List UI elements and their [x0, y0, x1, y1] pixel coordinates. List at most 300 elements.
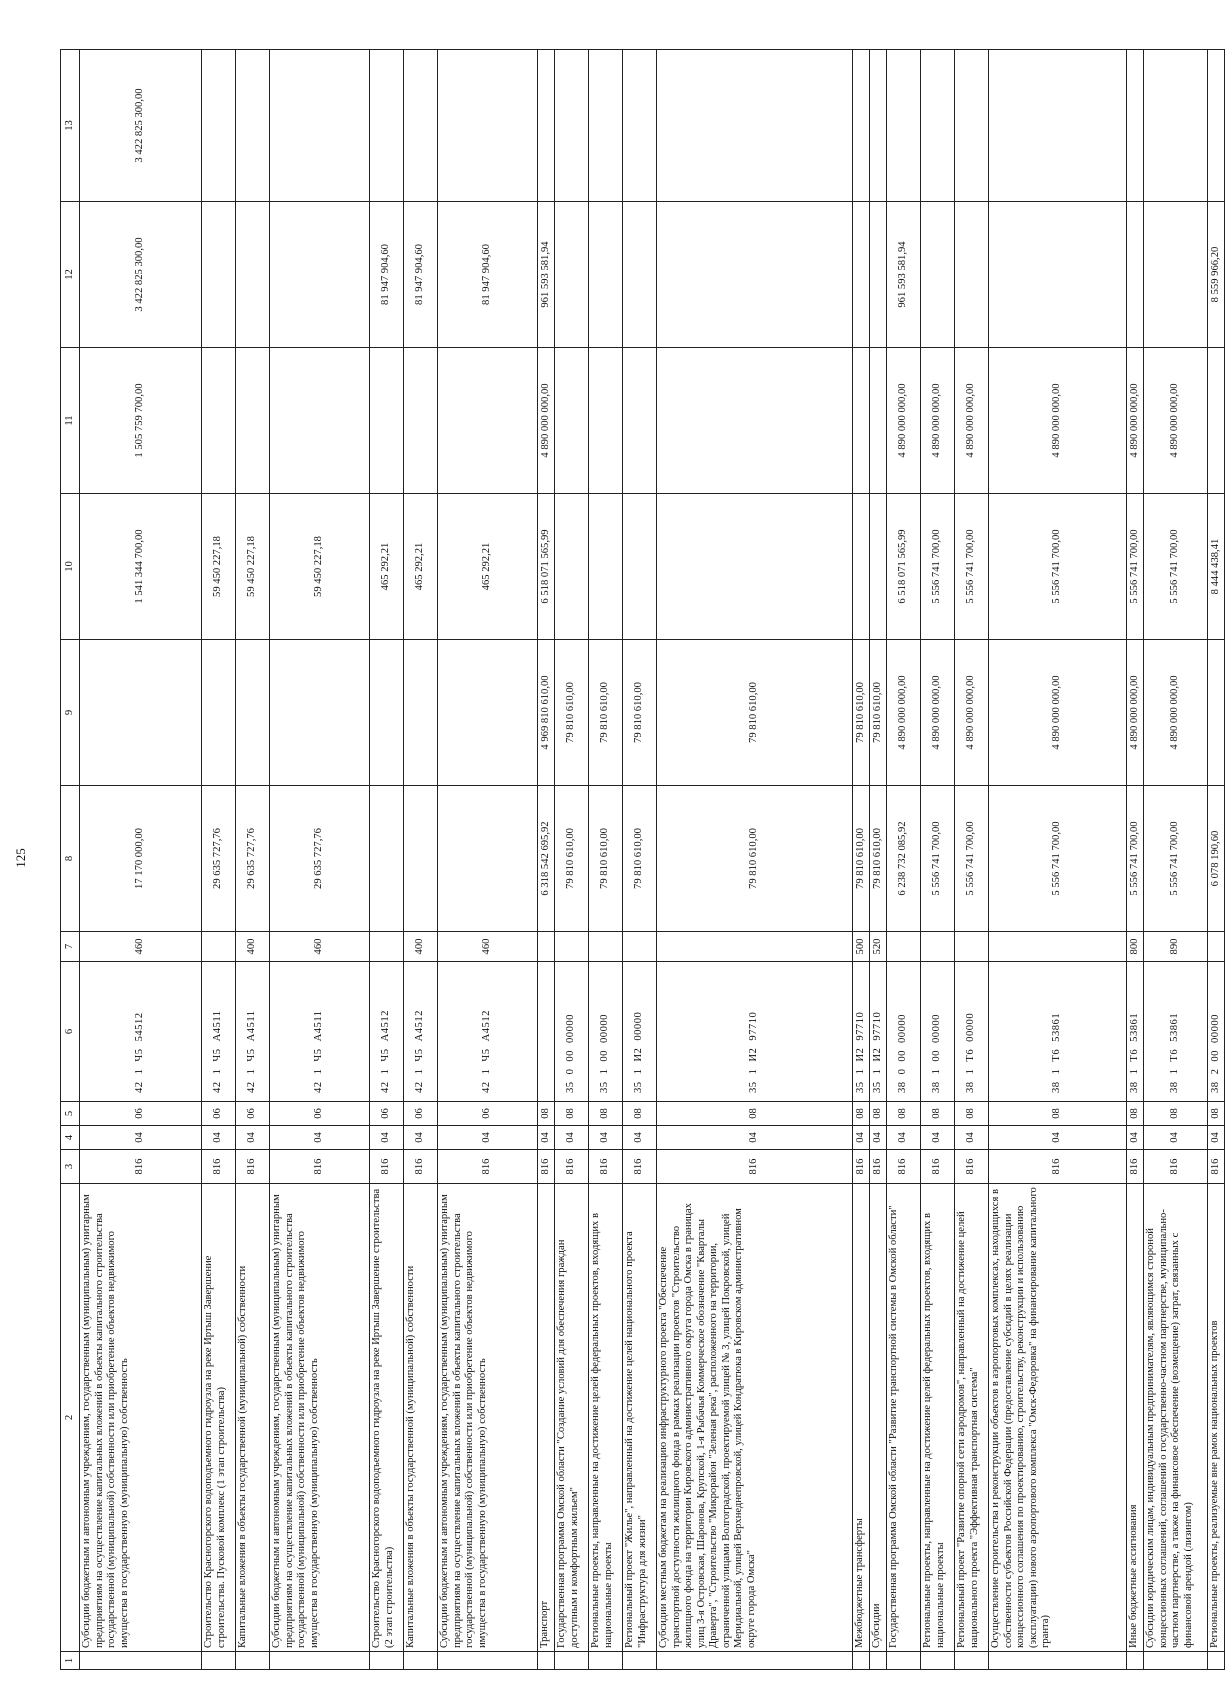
cell-section: 04 — [1208, 1126, 1225, 1150]
cell-amount-c11 — [370, 348, 404, 494]
cell-subsection: 08 — [589, 1102, 623, 1126]
column-header: 6 — [61, 962, 80, 1102]
target-article-part: 42 — [212, 1081, 224, 1093]
cell-admin-code: 816 — [438, 1150, 538, 1184]
target-article-part: 1 — [134, 1068, 146, 1075]
cell-section: 04 — [853, 1126, 870, 1150]
cell-amount-c13 — [404, 50, 438, 202]
cell-target-article — [80, 962, 202, 1102]
cell-amount-c13 — [921, 50, 955, 202]
cell-subsection: 08 — [870, 1102, 887, 1126]
cell-amount-c12: 961 593 581,94 — [538, 202, 555, 348]
target-article-part: Ч5 — [481, 1048, 493, 1062]
cell-amount-c12 — [921, 202, 955, 348]
cell-amount-c11 — [589, 348, 623, 494]
cell-target-article — [1208, 962, 1225, 1102]
cell-amount-c12 — [202, 202, 236, 348]
cell-subsection: 08 — [887, 1102, 921, 1126]
cell-amount-c8: 79 810 610,00 — [623, 786, 657, 932]
cell-amount-c8: 29 635 727,76 — [270, 786, 370, 932]
cell-subsection: 06 — [270, 1102, 370, 1126]
target-article-part: 00000 — [965, 1012, 977, 1042]
cell-section: 04 — [370, 1126, 404, 1150]
cell-target-article — [870, 962, 887, 1102]
cell-col1 — [853, 1652, 870, 1670]
cell-amount-c13 — [989, 50, 1127, 202]
cell-amount-c11: 4 890 000 000,00 — [538, 348, 555, 494]
cell-col1 — [236, 1652, 270, 1670]
cell-amount-c8: 79 810 610,00 — [555, 786, 589, 932]
cell-amount-c13 — [853, 50, 870, 202]
target-article-part: Ч5 — [380, 1048, 392, 1062]
table-row — [1208, 50, 1225, 1670]
cell-amount-c11 — [270, 348, 370, 494]
cell-col1 — [1208, 1652, 1225, 1670]
column-header: 3 — [61, 1150, 80, 1184]
cell-name: Региональный проект "Жилье", направленный на достижение целей национального проекта "Инфраструктура для жизни" — [623, 1184, 657, 1652]
target-article-part: 97710 — [871, 1011, 883, 1041]
target-article-part: 1 — [1128, 1068, 1140, 1075]
target-article-part: 00 — [897, 1050, 909, 1062]
cell-target-article — [921, 962, 955, 1102]
cell-expense-type — [989, 932, 1127, 962]
table-row — [270, 50, 370, 1670]
table-row — [921, 50, 955, 1670]
cell-expense-type — [887, 932, 921, 962]
target-article-part: 42 — [414, 1081, 426, 1093]
target-article-part: 1 — [633, 1068, 645, 1075]
cell-amount-c10 — [555, 494, 589, 640]
table-row — [404, 50, 438, 1670]
cell-amount-c12 — [853, 202, 870, 348]
cell-target-article — [657, 962, 853, 1102]
cell-amount-c9: 79 810 610,00 — [657, 640, 853, 786]
cell-amount-c9: 79 810 610,00 — [623, 640, 657, 786]
cell-subsection: 08 — [1127, 1102, 1144, 1126]
table-row — [1127, 50, 1144, 1670]
target-article-part: 42 — [481, 1081, 493, 1093]
target-article-part: 00000 — [599, 1014, 611, 1044]
cell-name: Иные бюджетные ассигнования — [1127, 1184, 1144, 1652]
target-article-part: А4512 — [481, 1010, 493, 1042]
cell-amount-c10: 6 518 071 565,99 — [538, 494, 555, 640]
cell-amount-c12 — [955, 202, 989, 348]
cell-admin-code: 816 — [80, 1150, 202, 1184]
cell-col1 — [404, 1652, 438, 1670]
cell-amount-c12: 961 593 581,94 — [887, 202, 921, 348]
cell-section: 04 — [989, 1126, 1127, 1150]
cell-name: Межбюджетные трансферты — [853, 1184, 870, 1652]
cell-amount-c12: 81 947 904,60 — [370, 202, 404, 348]
cell-col1 — [202, 1652, 236, 1670]
cell-amount-c12 — [589, 202, 623, 348]
target-article-part: 38 — [1209, 1081, 1221, 1093]
cell-expense-type — [955, 932, 989, 962]
cell-target-article — [270, 962, 370, 1102]
cell-amount-c10: 5 556 741 700,00 — [1144, 494, 1208, 640]
cell-target-article — [438, 962, 538, 1102]
cell-amount-c8: 79 810 610,00 — [870, 786, 887, 932]
cell-amount-c13 — [1144, 50, 1208, 202]
target-article-part: 38 — [1128, 1081, 1140, 1093]
target-article-part: 42 — [134, 1081, 146, 1093]
target-article-part: И2 — [633, 1047, 645, 1062]
target-article-part: Т6 — [965, 1048, 977, 1062]
cell-amount-c10: 59 450 227,18 — [202, 494, 236, 640]
cell-amount-c13 — [1208, 50, 1225, 202]
cell-expense-type: 800 — [1127, 932, 1144, 962]
cell-admin-code: 816 — [921, 1150, 955, 1184]
cell-amount-c10: 8 444 438,41 — [1208, 494, 1225, 640]
table-row — [887, 50, 921, 1670]
cell-subsection: 06 — [370, 1102, 404, 1126]
target-article-part: 97710 — [854, 1011, 866, 1041]
cell-amount-c9 — [438, 640, 538, 786]
target-article-part: Ч5 — [212, 1048, 224, 1062]
target-article-part: 35 — [748, 1081, 760, 1093]
cell-col1 — [1144, 1652, 1208, 1670]
target-article-part: 35 — [854, 1081, 866, 1093]
cell-amount-c10: 5 556 741 700,00 — [989, 494, 1127, 640]
target-article-part: Ч5 — [313, 1048, 325, 1062]
cell-target-article — [404, 962, 438, 1102]
target-article-part: А4512 — [380, 1010, 392, 1042]
target-article-part: А4511 — [212, 1010, 224, 1042]
cell-name: Капитальные вложения в объекты государственной (муниципальной) собственности — [236, 1184, 270, 1652]
cell-amount-c10: 6 518 071 565,99 — [887, 494, 921, 640]
cell-amount-c11 — [404, 348, 438, 494]
cell-amount-c13 — [1127, 50, 1144, 202]
cell-section: 04 — [404, 1126, 438, 1150]
cell-subsection: 08 — [989, 1102, 1127, 1126]
cell-amount-c9: 4 890 000 000,00 — [887, 640, 921, 786]
target-article-part: 1 — [748, 1068, 760, 1075]
target-article-part: 97710 — [748, 1011, 760, 1041]
cell-amount-c9: 79 810 610,00 — [555, 640, 589, 786]
cell-expense-type: 460 — [80, 932, 202, 962]
cell-amount-c10: 5 556 741 700,00 — [1127, 494, 1144, 640]
cell-amount-c11 — [853, 348, 870, 494]
cell-amount-c11: 4 890 000 000,00 — [1144, 348, 1208, 494]
column-header: 11 — [61, 348, 80, 494]
cell-amount-c12 — [623, 202, 657, 348]
cell-amount-c13 — [370, 50, 404, 202]
cell-subsection: 06 — [404, 1102, 438, 1126]
column-header: 9 — [61, 640, 80, 786]
target-article-part: 1 — [246, 1068, 258, 1075]
cell-subsection: 06 — [236, 1102, 270, 1126]
target-article-part: 1 — [481, 1068, 493, 1075]
table-row — [589, 50, 623, 1670]
cell-amount-c12 — [1144, 202, 1208, 348]
cell-expense-type — [538, 932, 555, 962]
cell-amount-c9: 4 890 000 000,00 — [955, 640, 989, 786]
cell-subsection: 06 — [80, 1102, 202, 1126]
cell-subsection: 08 — [853, 1102, 870, 1126]
cell-section: 04 — [538, 1126, 555, 1150]
cell-amount-c9 — [1208, 640, 1225, 786]
cell-admin-code: 816 — [1144, 1150, 1208, 1184]
cell-expense-type — [555, 932, 589, 962]
cell-amount-c10: 5 556 741 700,00 — [955, 494, 989, 640]
target-article-part: 42 — [380, 1081, 392, 1093]
table-row — [989, 50, 1127, 1670]
cell-col1 — [538, 1652, 555, 1670]
cell-amount-c13 — [555, 50, 589, 202]
cell-section: 04 — [870, 1126, 887, 1150]
cell-col1 — [657, 1652, 853, 1670]
cell-amount-c13 — [657, 50, 853, 202]
cell-subsection: 08 — [623, 1102, 657, 1126]
cell-expense-type — [623, 932, 657, 962]
target-article-part: 2 — [1209, 1068, 1221, 1075]
table-row — [623, 50, 657, 1670]
column-number-row — [61, 50, 80, 1670]
cell-amount-c10: 5 556 741 700,00 — [921, 494, 955, 640]
table-row — [370, 50, 404, 1670]
target-article-part: 38 — [965, 1081, 977, 1093]
cell-subsection: 08 — [1208, 1102, 1225, 1126]
cell-target-article — [236, 962, 270, 1102]
cell-col1 — [887, 1652, 921, 1670]
cell-section: 04 — [1144, 1126, 1208, 1150]
cell-expense-type — [202, 932, 236, 962]
cell-amount-c8: 5 556 741 700,00 — [1144, 786, 1208, 932]
cell-subsection: 08 — [538, 1102, 555, 1126]
cell-amount-c8: 5 556 741 700,00 — [921, 786, 955, 932]
cell-amount-c9 — [370, 640, 404, 786]
cell-name: Государственная программа Омской области "Создание условий для обеспечения граждан доступным и комфортным жильем" — [555, 1184, 589, 1652]
target-article-part: Ч5 — [414, 1048, 426, 1062]
target-article-part: 00000 — [897, 1014, 909, 1044]
cell-amount-c12: 8 559 966,20 — [1208, 202, 1225, 348]
cell-admin-code: 816 — [657, 1150, 853, 1184]
target-article-part: А4511 — [313, 1010, 325, 1042]
cell-target-article — [887, 962, 921, 1102]
cell-amount-c9: 4 890 000 000,00 — [1144, 640, 1208, 786]
cell-expense-type — [1208, 932, 1225, 962]
cell-name: Субсидии местным бюджетам на реализацию инфраструктурного проекта "Обеспечение транспортной доступности жилищного фонда в рамках реализации проектов "Строительство жилищного фонда на территории Кировского административного округа города Омска в границах улиц 3-я Островская, Шаронова, Крупской, 1-я Рыбачья Коммерческое обозначение "Кварталы Драверта", "Строительство "Микрорайон "Зеленая река", расположенного на территории, ограниченной улицами Волгоградской, проектируемой улицей № 3, улицей Покровской, улицей Меридиальной, улицей Верхнеднепровской, улицей Кондратюка в Кировском административном округе города Омска" — [657, 1184, 853, 1652]
cell-section: 04 — [270, 1126, 370, 1150]
cell-target-article — [589, 962, 623, 1102]
cell-expense-type: 520 — [870, 932, 887, 962]
target-article-part: 35 — [565, 1081, 577, 1093]
cell-admin-code: 816 — [623, 1150, 657, 1184]
cell-amount-c9: 4 969 810 610,00 — [538, 640, 555, 786]
target-article-part: 00 — [599, 1050, 611, 1062]
cell-amount-c10 — [589, 494, 623, 640]
target-article-part: 53861 — [1169, 1012, 1181, 1042]
cell-col1 — [589, 1652, 623, 1670]
cell-amount-c11: 4 890 000 000,00 — [1127, 348, 1144, 494]
cell-col1 — [870, 1652, 887, 1670]
cell-amount-c12 — [989, 202, 1127, 348]
table-row — [438, 50, 538, 1670]
cell-expense-type: 460 — [438, 932, 538, 962]
cell-name: Субсидии бюджетным и автономным учреждениям, государственным (муниципальным) унитарным предприятиям на осуществление капитальных вложений в объекты капитального строительства государственной (муниципальной) собственности или приобретение объектов недвижимого имущества в государственную (муниципальную) собственность — [438, 1184, 538, 1652]
cell-amount-c10: 465 292,21 — [438, 494, 538, 640]
cell-amount-c9: 4 890 000 000,00 — [1127, 640, 1144, 786]
cell-subsection: 08 — [1144, 1102, 1208, 1126]
cell-expense-type — [657, 932, 853, 962]
cell-amount-c9: 79 810 610,00 — [870, 640, 887, 786]
target-article-part: 42 — [246, 1081, 258, 1093]
target-article-part: 38 — [1051, 1081, 1063, 1093]
cell-target-article — [555, 962, 589, 1102]
target-article-part: Т6 — [1128, 1048, 1140, 1062]
cell-name: Региональные проекты, направленные на достижение целей федеральных проектов, входящих в национальные проекты — [589, 1184, 623, 1652]
cell-amount-c11: 4 890 000 000,00 — [921, 348, 955, 494]
cell-section: 04 — [555, 1126, 589, 1150]
cell-amount-c8 — [370, 786, 404, 932]
cell-amount-c13 — [589, 50, 623, 202]
cell-amount-c10: 59 450 227,18 — [236, 494, 270, 640]
cell-amount-c8: 6 318 542 695,92 — [538, 786, 555, 932]
cell-expense-type: 500 — [853, 932, 870, 962]
cell-col1 — [921, 1652, 955, 1670]
cell-col1 — [989, 1652, 1127, 1670]
target-article-part: 00 — [1209, 1050, 1221, 1062]
table-body — [80, 50, 1225, 1670]
cell-amount-c11 — [236, 348, 270, 494]
column-header: 7 — [61, 932, 80, 962]
target-article-part: 53861 — [1128, 1012, 1140, 1042]
cell-subsection: 08 — [921, 1102, 955, 1126]
cell-col1 — [270, 1652, 370, 1670]
cell-admin-code: 816 — [236, 1150, 270, 1184]
target-article-part: 1 — [313, 1068, 325, 1075]
cell-amount-c12: 81 947 904,60 — [404, 202, 438, 348]
cell-amount-c12 — [657, 202, 853, 348]
cell-col1 — [555, 1652, 589, 1670]
cell-name: Региональные проекты, направленные на достижение целей федеральных проектов, входящих в национальные проекты — [921, 1184, 955, 1652]
cell-expense-type — [589, 932, 623, 962]
cell-admin-code: 816 — [1127, 1150, 1144, 1184]
cell-amount-c13 — [270, 50, 370, 202]
target-article-part: 53861 — [1051, 1012, 1063, 1042]
target-article-part: Ч5 — [134, 1048, 146, 1062]
cell-amount-c13 — [623, 50, 657, 202]
cell-amount-c8: 29 635 727,76 — [202, 786, 236, 932]
cell-expense-type: 400 — [236, 932, 270, 962]
cell-amount-c9 — [80, 640, 202, 786]
cell-amount-c8: 5 556 741 700,00 — [989, 786, 1127, 932]
cell-section: 04 — [955, 1126, 989, 1150]
target-article-part: 00 — [931, 1050, 943, 1062]
cell-admin-code: 816 — [870, 1150, 887, 1184]
target-article-part: 38 — [897, 1081, 909, 1093]
cell-amount-c10: 1 541 344 700,00 — [80, 494, 202, 640]
cell-amount-c11 — [555, 348, 589, 494]
cell-admin-code: 816 — [404, 1150, 438, 1184]
target-article-part: Ч5 — [246, 1048, 258, 1062]
table-row — [1144, 50, 1208, 1670]
target-article-part: 1 — [212, 1068, 224, 1075]
cell-admin-code: 816 — [989, 1150, 1127, 1184]
cell-section: 04 — [589, 1126, 623, 1150]
cell-amount-c8: 29 635 727,76 — [236, 786, 270, 932]
target-article-part: 54512 — [134, 1012, 146, 1042]
cell-amount-c13: 3 422 825 300,00 — [80, 50, 202, 202]
cell-amount-c8 — [438, 786, 538, 932]
cell-col1 — [438, 1652, 538, 1670]
cell-amount-c11: 4 890 000 000,00 — [955, 348, 989, 494]
cell-subsection: 08 — [555, 1102, 589, 1126]
cell-col1 — [370, 1652, 404, 1670]
cell-amount-c13 — [236, 50, 270, 202]
cell-name: Субсидии юридическим лицам, индивидуальным предпринимателям, являющимся стороной концессионных соглашений, соглашений о государственно-частном партнерстве, муниципально-частном партнерстве, а также на финансовое обеспечение (возмещение) затрат, связанных с финансовой арендой (лизингом) — [1144, 1184, 1208, 1652]
cell-amount-c8: 5 556 741 700,00 — [1127, 786, 1144, 932]
target-article-part: 00000 — [931, 1014, 943, 1044]
cell-target-article — [1127, 962, 1144, 1102]
table-row — [236, 50, 270, 1670]
cell-amount-c8 — [404, 786, 438, 932]
cell-amount-c12: 81 947 904,60 — [438, 202, 538, 348]
cell-amount-c10 — [853, 494, 870, 640]
cell-amount-c11 — [438, 348, 538, 494]
page-number: 125 — [13, 848, 28, 868]
cell-amount-c11 — [657, 348, 853, 494]
cell-subsection: 08 — [955, 1102, 989, 1126]
cell-section: 04 — [236, 1126, 270, 1150]
column-header: 2 — [61, 1184, 80, 1652]
table-row — [538, 50, 555, 1670]
cell-col1 — [80, 1652, 202, 1670]
cell-section: 04 — [80, 1126, 202, 1150]
cell-name: Строительство Красногорского водоподъемного гидроузла на реке Иртыш Завершение строительства. Пусковой комплекс (1 этап строительства) — [202, 1184, 236, 1652]
cell-section: 04 — [921, 1126, 955, 1150]
cell-amount-c11: 4 890 000 000,00 — [989, 348, 1127, 494]
target-article-part: А4512 — [414, 1010, 426, 1042]
target-article-part: 1 — [599, 1068, 611, 1075]
table-row — [555, 50, 589, 1670]
cell-amount-c11 — [202, 348, 236, 494]
table-row — [657, 50, 853, 1670]
cell-amount-c13 — [887, 50, 921, 202]
target-article-part: 42 — [313, 1081, 325, 1093]
cell-amount-c9 — [404, 640, 438, 786]
cell-amount-c10: 465 292,21 — [370, 494, 404, 640]
cell-amount-c11 — [623, 348, 657, 494]
target-article-part: 1 — [1051, 1068, 1063, 1075]
cell-subsection: 06 — [438, 1102, 538, 1126]
cell-expense-type: 890 — [1144, 932, 1208, 962]
target-article-part: И2 — [748, 1047, 760, 1062]
cell-target-article — [989, 962, 1127, 1102]
cell-name: Субсидии — [870, 1184, 887, 1652]
table-row — [955, 50, 989, 1670]
cell-amount-c13 — [870, 50, 887, 202]
cell-amount-c8: 79 810 610,00 — [853, 786, 870, 932]
table-row — [202, 50, 236, 1670]
cell-target-article — [623, 962, 657, 1102]
cell-admin-code: 816 — [538, 1150, 555, 1184]
cell-amount-c12 — [236, 202, 270, 348]
cell-col1 — [623, 1652, 657, 1670]
cell-admin-code: 816 — [853, 1150, 870, 1184]
target-article-part: 1 — [931, 1068, 943, 1075]
cell-name: Субсидии бюджетным и автономным учреждениям, государственным (муниципальным) унитарным предприятиям на осуществление капитальных вложений в объекты капитального строительства государственной (муниципальной) собственности или приобретение объектов недвижимого имущества в государственную (муниципальную) собственность — [80, 1184, 202, 1652]
cell-target-article — [1144, 962, 1208, 1102]
target-article-part: 1 — [380, 1068, 392, 1075]
cell-amount-c10: 465 292,21 — [404, 494, 438, 640]
column-header: 12 — [61, 202, 80, 348]
cell-name: Транспорт — [538, 1184, 555, 1652]
target-article-part: 00000 — [1209, 1014, 1221, 1044]
column-header: 10 — [61, 494, 80, 640]
cell-amount-c8: 5 556 741 700,00 — [955, 786, 989, 932]
cell-amount-c10 — [623, 494, 657, 640]
